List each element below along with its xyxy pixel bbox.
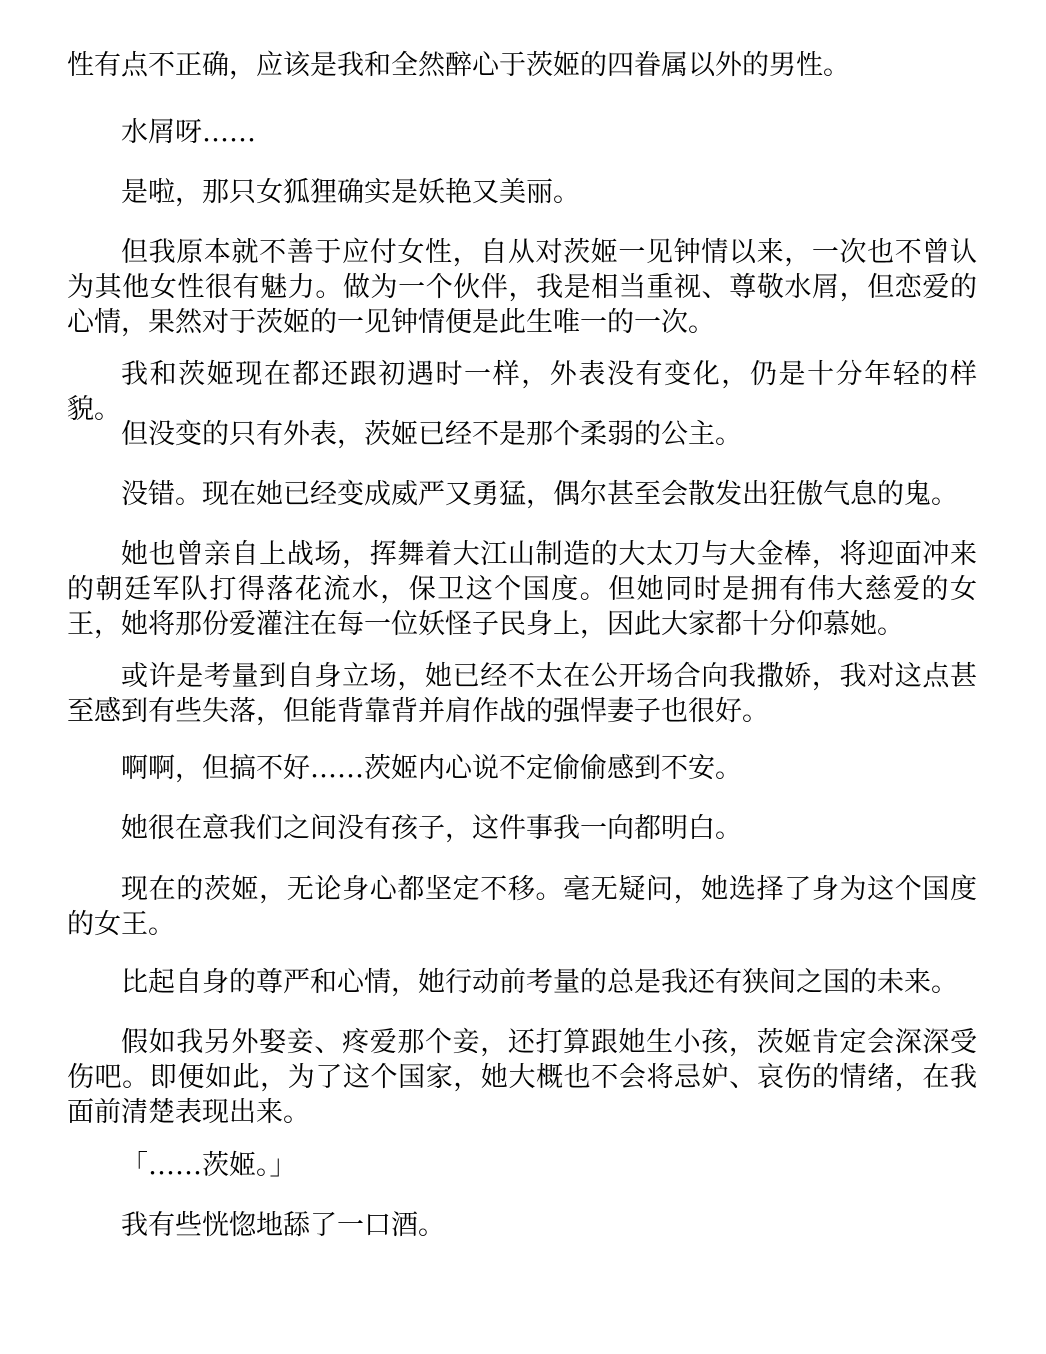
paragraph-12: 现在的茨姬，无论身心都坚定不移。毫无疑问，她选择了身为这个国度的女王。: [67, 874, 977, 940]
paragraph-14: 假如我另外娶妾、疼爱那个妾，还打算跟她生小孩，茨姬肯定会深深受伤吧。即便如此，为了这个国家，她大概也不会将忌妒、哀伤的情绪，在我面前清楚表现出来。: [67, 1027, 977, 1128]
paragraph-8: 她也曾亲自上战场，挥舞着大江山制造的大太刀与大金棒，将迎面冲来的朝廷军队打得落花流水，保卫这个国度。但她同时是拥有伟大慈爱的女王，她将那份爱灌注在每一位妖怪子民身上，因此大家都十分仰慕她。: [67, 539, 977, 640]
paragraph-3: 是啦，那只女狐狸确实是妖艳又美丽。: [121, 177, 580, 208]
paragraph-4: 但我原本就不善于应付女性，自从对茨姬一见钟情以来，一次也不曾认为其他女性很有魅力。做为一个伙伴，我是相当重视、尊敬水屑，但恋爱的心情，果然对于茨姬的一见钟情便是此生唯一的一次。: [67, 237, 977, 338]
paragraph-6: 但没变的只有外表，茨姬已经不是那个柔弱的公主。: [121, 419, 742, 450]
paragraph-13: 比起自身的尊严和心情，她行动前考量的总是我还有狭间之国的未来。: [121, 967, 958, 998]
paragraph-10: 啊啊，但搞不好……茨姬内心说不定偷偷感到不安。: [121, 753, 742, 784]
paragraph-16: 我有些恍惚地舔了一口酒。: [121, 1210, 445, 1241]
paragraph-7: 没错。现在她已经变成威严又勇猛，偶尔甚至会散发出狂傲气息的鬼。: [121, 479, 958, 510]
paragraph-1: 性有点不正确，应该是我和全然醉心于茨姬的四眷属以外的男性。: [67, 50, 850, 81]
paragraph-9: 或许是考量到自身立场，她已经不太在公开场合向我撒娇，我对这点甚至感到有些失落，但能背靠背并肩作战的强悍妻子也很好。: [67, 661, 977, 727]
paragraph-15: 「……茨姬。」: [121, 1150, 297, 1181]
paragraph-5: 我和茨姬现在都还跟初遇时一样，外表没有变化，仍是十分年轻的样貌。: [67, 359, 977, 425]
paragraph-11: 她很在意我们之间没有孩子，这件事我一向都明白。: [121, 813, 742, 844]
paragraph-2: 水屑呀……: [121, 117, 256, 148]
